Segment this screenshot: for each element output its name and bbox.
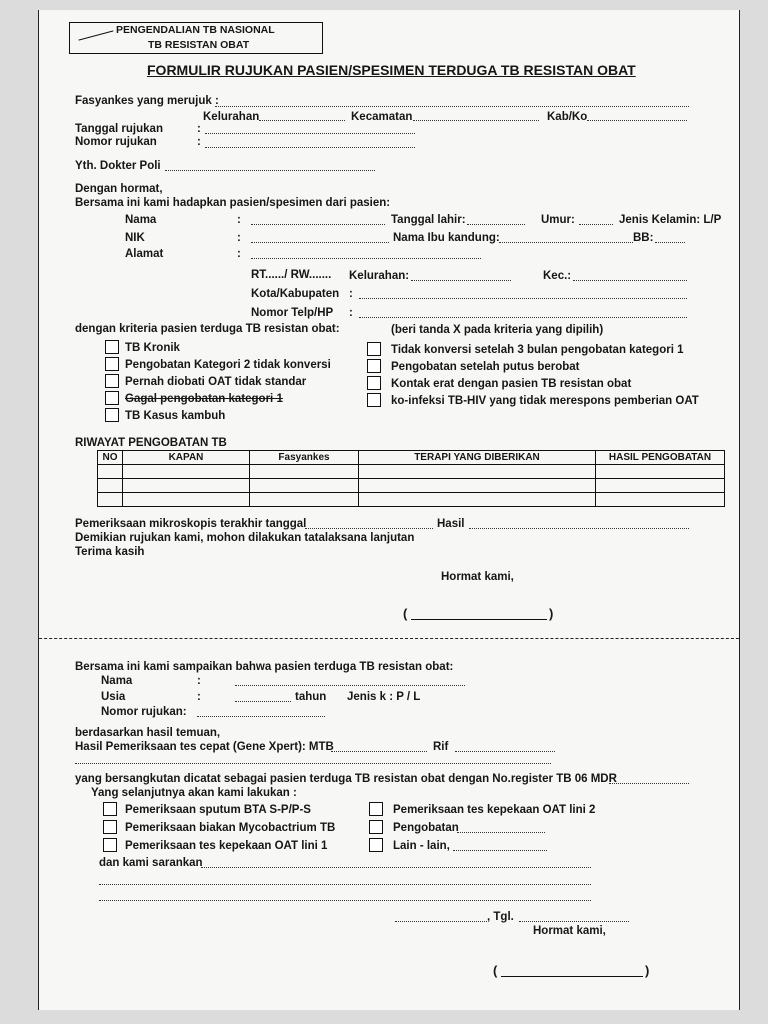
kelurahan-field[interactable] [259, 120, 345, 121]
kelurahan-label: Kelurahan [203, 111, 260, 123]
program-subname: TB RESISTAN OBAT [148, 39, 250, 51]
reply-name-label: Nama [101, 675, 133, 687]
mtb-field[interactable] [331, 751, 427, 752]
micro-exam-date-field[interactable] [305, 528, 433, 529]
form-sheet: PENGENDALIAN TB NASIONAL TB RESISTAN OBAT FORMULIR RUJUKAN PASIEN/SPESIMEN TERDUGA TB RESISTAN OBAT Fasyankes yang merujuk : Kelurahan Kecamatan Kab/Ko Tanggal rujukan : Nomor rujukan : Yth. Dokter Poli Dengan hormat, Bersama ini kami hadapkan pasien/spesimen dari pasien: Nama : Tanggal lahir: Umur: Jenis Kelamin: L/P NIK : Nama Ibu kandung: BB: Alamat : RT....../ RW....... Kelurahan: Kec.: Kota/Kabupaten : Nomor Telp/HP : dengan kriteria pasien terduga TB resistan obat: (beri tanda X pada kriteria yang dipilih) TB Kronik Pengobatan Kategori 2 tidak konversi Pernah diobati OAT tidak standar Gagal pengobatan kategori 1 TB Kasus kambuh Tidak konversi setelah 3 bulan pengobatan kategori 1 Pengobatan setelah putus berobat Kontak erat dengan pasien TB resistan obat ko-infeksi TB-HIV yang tidak merespons pemberian OAT RIWAYAT PENGOBATAN TB NO KAPAN Fasyankes TERAPI YANG DIBERIKAN HASIL PENGOBATAN Pemeriksaan mikroskopis terakhir tanggal Hasil Demikian rujukan kami, mohon dilakukan tatalaksana lanjutan Terima kasih Hormat kami, ( ) Bersama ini kami sampaikan bahwa pasien terduga TB resistan obat: Nama : Usia : tahun Jenis k : P / L Nomor rujukan: berdasarkan hasil temuan, Hasil Pemeriksaan tes cepat (Gene Xpert): MTB Rif yang bersangkutan dicatat sebagai pasien terduga TB resistan obat dengan No.register TB 06 MDR Yang selanjutnya akan kami lakukan : Pemeriksaan sputum BTA S-P/P-S Pemeriksaan biakan Mycobactrium TB Pemeriksaan tes kepekaan OAT lini 1 Pemeriksaan tes kepekaan OAT lini 2 Pengobatan Lain - lain, dan kami sarankan , Tgl. Hormat kami, ( ) [38, 10, 740, 1010]
plan-label: Pemeriksaan sputum BTA S-P/P-S [125, 804, 311, 816]
suggest-field[interactable] [99, 884, 591, 885]
criteria-label: Pengobatan Kategori 2 tidak konversi [125, 359, 331, 371]
register-number-field[interactable] [609, 783, 689, 784]
criteria-checkbox-tidak-konversi[interactable] [367, 342, 381, 356]
suggest-field[interactable] [201, 867, 591, 868]
colon: : [349, 307, 353, 319]
greeting: Dengan hormat, [75, 183, 163, 195]
plan-checkbox-oat-lini2[interactable] [369, 802, 383, 816]
plan-label: Pemeriksaan tes kepekaan OAT lini 1 [125, 840, 328, 852]
reply-signature-line[interactable] [501, 976, 643, 977]
reply-name-field[interactable] [235, 685, 465, 686]
register-text: yang bersangkutan dicatat sebagai pasien terduga TB resistan obat dengan No.register TB 06 MDR [75, 773, 617, 785]
criteria-checkbox-tb-kronik[interactable] [105, 340, 119, 354]
next-steps-text: Yang selanjutnya akan kami lakukan : [91, 787, 297, 799]
plan-label: Lain - lain, [393, 840, 450, 852]
doctor-field[interactable] [165, 170, 375, 171]
criteria-checkbox-kontak-erat[interactable] [367, 376, 381, 390]
nik-label: NIK [125, 232, 145, 244]
reply-regards: Hormat kami, [533, 925, 606, 937]
city-label: Kota/Kabupaten [251, 288, 340, 300]
criteria-label: Gagal pengobatan kategori 1 [125, 393, 283, 405]
program-name: PENGENDALIAN TB NASIONAL [116, 24, 275, 36]
criteria-checkbox-kategori2[interactable] [105, 357, 119, 371]
lain-field[interactable] [453, 850, 547, 851]
referral-number-field[interactable] [205, 147, 415, 148]
history-table [97, 450, 725, 507]
tear-line [38, 638, 740, 639]
plan-label: Pemeriksaan tes kepekaan OAT lini 2 [393, 804, 596, 816]
criteria-label: Kontak erat dengan pasien TB resistan obat [391, 378, 632, 390]
thanks-text: Terima kasih [75, 546, 145, 558]
referral-date-field[interactable] [205, 133, 415, 134]
rt-rw-label: RT....../ RW....... [251, 269, 332, 281]
number-label: Nomor rujukan [75, 136, 157, 148]
reply-age-field[interactable] [235, 701, 291, 702]
kab-field[interactable] [587, 120, 687, 121]
criteria-label: Tidak konversi setelah 3 bulan pengobatan kategori 1 [391, 344, 684, 356]
intro-text: Bersama ini kami hadapkan pasien/spesimen dari pasien: [75, 197, 391, 209]
column-header: HASIL PENGOBATAN [596, 451, 725, 465]
facility-field[interactable] [215, 106, 689, 107]
suggest-text: dan kami sarankan [99, 857, 203, 869]
reply-gender-label: Jenis k : P / L [347, 691, 421, 703]
column-header: KAPAN [123, 451, 250, 465]
table-row [98, 465, 725, 479]
mother-name-label: Nama Ibu kandung: [393, 232, 500, 244]
reply-number-label: Nomor rujukan: [101, 706, 187, 718]
bb-label: BB: [633, 232, 654, 244]
doctor-label: Yth. Dokter Poli [75, 160, 161, 172]
criteria-intro: dengan kriteria pasien terduga TB resistan obat: [75, 323, 340, 335]
dob-label: Tanggal lahir: [391, 214, 466, 226]
column-header: NO [98, 451, 123, 465]
closing-text: Demikian rujukan kami, mohon dilakukan tatalaksana lanjutan [75, 532, 415, 544]
column-header: TERAPI YANG DIBERIKAN [359, 451, 596, 465]
plan-checkbox-sputum[interactable] [103, 802, 117, 816]
tgl-label: , Tgl. [487, 911, 514, 923]
address-field[interactable] [251, 258, 481, 259]
phone-label: Nomor Telp/HP [251, 307, 334, 319]
criteria-label: ko-infeksi TB-HIV yang tidak merespons pemberian OAT [391, 395, 699, 407]
genexpert-label: Hasil Pemeriksaan tes cepat (Gene Xpert): MTB [75, 741, 334, 753]
phone-field[interactable] [359, 317, 687, 318]
criteria-checkbox-oat-tidak-standar[interactable] [105, 374, 119, 388]
criteria-label: TB Kronik [125, 342, 180, 354]
plan-label: Pemeriksaan biakan Mycobactrium TB [125, 822, 336, 834]
colon: : [349, 288, 353, 300]
criteria-checkbox-gagal-kategori1[interactable] [105, 391, 119, 405]
city-field[interactable] [359, 298, 687, 299]
mother-name-field[interactable] [499, 242, 633, 243]
colon: : [197, 136, 201, 148]
micro-result-field[interactable] [469, 528, 689, 529]
colon: : [197, 123, 201, 135]
address-kelurahan-label: Kelurahan: [349, 270, 410, 282]
reply-age-label: Usia [101, 691, 126, 703]
pen-mark [78, 30, 113, 40]
kecamatan-field[interactable] [413, 120, 539, 121]
year-label: tahun [295, 691, 327, 703]
age-label: Umur: [541, 214, 575, 226]
suggest-field[interactable] [99, 900, 591, 901]
rif-label: Rif [433, 741, 449, 753]
criteria-note: (beri tanda X pada kriteria yang dipilih) [391, 324, 604, 336]
regards-text: Hormat kami, [441, 571, 514, 583]
plan-label: Pengobatan [393, 822, 459, 834]
criteria-checkbox-putus-berobat[interactable] [367, 359, 381, 373]
micro-result-label: Hasil [437, 518, 465, 530]
findings-text: berdasarkan hasil temuan, [75, 727, 221, 739]
address-kec-field[interactable] [573, 280, 687, 281]
patient-name-field[interactable] [251, 224, 385, 225]
form-title: FORMULIR RUJUKAN PASIEN/SPESIMEN TERDUGA TB RESISTAN OBAT [147, 62, 636, 78]
colon: : [197, 675, 201, 687]
pengobatan-field[interactable] [457, 832, 545, 833]
bb-field[interactable] [655, 242, 685, 243]
program-header-box [69, 22, 323, 54]
age-field[interactable] [579, 224, 613, 225]
criteria-label: TB Kasus kambuh [125, 410, 226, 422]
rif-field[interactable] [455, 751, 555, 752]
dob-field[interactable] [467, 224, 525, 225]
table-row [98, 493, 725, 507]
colon: : [197, 691, 201, 703]
plan-checkbox-biakan[interactable] [103, 820, 117, 834]
table-row [98, 479, 725, 493]
plan-checkbox-lain[interactable] [369, 838, 383, 852]
micro-exam-label: Pemeriksaan mikroskopis terakhir tanggal [75, 518, 307, 530]
nik-field[interactable] [251, 242, 389, 243]
reply-number-field[interactable] [197, 716, 325, 717]
address-kec-label: Kec.: [543, 270, 572, 282]
column-header: Fasyankes [250, 451, 359, 465]
criteria-checkbox-kambuh[interactable] [105, 408, 119, 422]
patient-name-label: Nama [125, 214, 157, 226]
colon: : [237, 248, 241, 260]
kab-label: Kab/Ko [547, 111, 588, 123]
date-field[interactable] [519, 921, 629, 922]
history-header-row [98, 451, 725, 465]
facility-label: Fasyankes yang merujuk : [75, 95, 219, 107]
genexpert-extra-field[interactable] [75, 763, 551, 764]
colon: : [237, 232, 241, 244]
signature-line[interactable] [411, 619, 547, 620]
plan-checkbox-oat-lini1[interactable] [103, 838, 117, 852]
colon: : [237, 214, 241, 226]
kecamatan-label: Kecamatan [351, 111, 413, 123]
gender-label: Jenis Kelamin: L/P [619, 214, 722, 226]
plan-checkbox-pengobatan[interactable] [369, 820, 383, 834]
criteria-label: Pernah diobati OAT tidak standar [125, 376, 307, 388]
place-field[interactable] [395, 921, 487, 922]
address-kelurahan-field[interactable] [411, 280, 511, 281]
criteria-checkbox-tb-hiv[interactable] [367, 393, 381, 407]
reply-intro: Bersama ini kami sampaikan bahwa pasien terduga TB resistan obat: [75, 661, 454, 673]
history-title: RIWAYAT PENGOBATAN TB [75, 437, 227, 449]
address-label: Alamat [125, 248, 164, 260]
criteria-label: Pengobatan setelah putus berobat [391, 361, 580, 373]
date-label: Tanggal rujukan [75, 123, 163, 135]
